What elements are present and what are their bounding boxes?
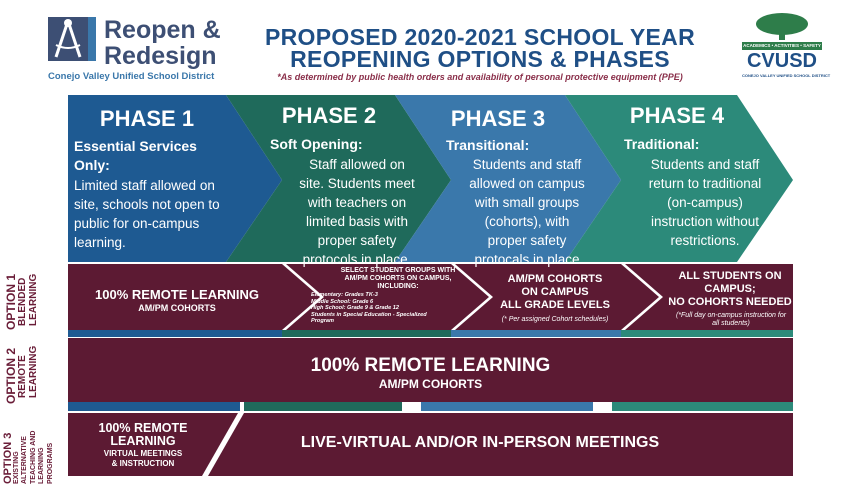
opt1-c4-line: CAMPUS; [704, 283, 756, 295]
opt2-sub: AM/PM COHORTS [378, 377, 483, 391]
logo-line2: Redesign [104, 42, 217, 70]
opt3-c1-sub-line: & INSTRUCTION [111, 459, 175, 468]
phase3-title: PHASE 3 [450, 106, 546, 131]
opt1-c3-line: ON CAMPUS [521, 286, 589, 298]
opt1-c2-item: Students in Special Education - Specialized [311, 311, 427, 318]
opt1-c1-main: 100% REMOTE LEARNING [95, 287, 259, 302]
phase2-line: protocols in place. [302, 252, 412, 267]
opt1-c3-note: (* Per assigned Cohort schedules) [501, 316, 609, 323]
phase4-line: (on-campus) [667, 195, 743, 210]
phase1-sub1: Essential Services [74, 138, 197, 154]
option2-sub1: REMOTE [17, 355, 28, 398]
opt1-c2-item: Program [311, 318, 335, 325]
opt1-c3-line: AM/PM COHORTS [507, 273, 603, 285]
opt3-c1-main [68, 422, 218, 448]
phase1-sub2: Only: [74, 157, 110, 173]
opt3-c2-main: LIVE-VIRTUAL AND/OR IN-PERSON MEETINGS [300, 434, 660, 451]
cvusd-tagline: ACADEMICS • ACTIVITIES • SAFETY [743, 43, 821, 48]
phase1-line: learning. [74, 235, 126, 250]
opt1-c2-head-line: INCLUDING: [377, 283, 419, 290]
opt1-c3-text [480, 273, 630, 312]
opt1-c4-note-line: (*Full day on-campus instruction for [675, 312, 787, 319]
option1-title: OPTION 1 [4, 273, 18, 330]
opt3-c1-sub-line: VIRTUAL MEETINGS [103, 449, 183, 458]
opt1-c2-list [311, 292, 427, 325]
phase4-title: PHASE 4 [629, 103, 725, 128]
option3-sub5: PROGRAMS [46, 442, 54, 484]
phase4-desc [630, 155, 780, 250]
phase2-line: site. Students meet [299, 176, 415, 191]
phase4-sub: Traditional: [624, 136, 700, 152]
phase3-line: protocals in place [474, 252, 580, 267]
phase3-line: (cohorts), with [484, 214, 570, 229]
opt3-c1-line: LEARNING [110, 434, 176, 448]
opt1-c4-note-line: all students) [712, 320, 750, 327]
phase3-line: allowed on campus [469, 176, 585, 191]
option3-label [4, 431, 55, 484]
option1-sub1: BLENDED [17, 277, 28, 326]
option1-label [6, 274, 39, 330]
opt3-c1-line: 100% REMOTE [98, 421, 188, 435]
phase1-title: PHASE 1 [99, 106, 195, 131]
phase1-line: site, schools not open to [74, 197, 220, 212]
opt1-c4-line: ALL STUDENTS ON [678, 270, 782, 282]
phase3-line: Students and staff [472, 157, 582, 172]
phase4-line: instruction without [650, 214, 760, 229]
phase3-line: with small groups [474, 195, 580, 210]
logo-district: Conejo Valley Unified School District [48, 71, 215, 82]
phase1-line: Limited staff allowed on [74, 178, 215, 193]
phase3-desc [452, 155, 602, 269]
phase3-sub: Transitional: [446, 137, 530, 153]
phase2-desc [282, 155, 432, 269]
subtitle: *As determined by public health orders and availability of personal protective equipment (PPE) [277, 72, 683, 82]
opt1-c2-head-line: SELECT STUDENT GROUPS WITH [340, 267, 456, 274]
logo-line1: Reopen & [104, 16, 221, 44]
option2-sub2: LEARNING [28, 345, 39, 398]
phase2-line: limited basis with [305, 214, 409, 229]
phase3-line: proper safety [487, 233, 567, 248]
phase2-sub: Soft Opening: [270, 136, 363, 152]
option2-label [6, 346, 39, 404]
opt1-c3-line: ALL GRADE LEVELS [500, 299, 610, 311]
opt1-c4-line: NO COHORTS NEEDED [668, 296, 792, 308]
option3-sub1: EXISTING [12, 451, 20, 484]
phase4-line: Students and staff [650, 157, 760, 172]
opt1-c2-item: Elementary: Grades TK-3 [311, 292, 378, 298]
option1-sub2: LEARNING [28, 273, 39, 326]
opt1-c2-head-line: AM/PM COHORTS ON CAMPUS, [344, 275, 452, 282]
phase4-line: restrictions. [670, 233, 740, 248]
phase2-title: PHASE 2 [281, 103, 377, 128]
option3-title: OPTION 3 [2, 432, 14, 484]
opt1-c4-note [658, 312, 804, 328]
opt1-c2-head [318, 267, 478, 291]
opt1-c2-item: Middle School: Grade 6 [311, 298, 374, 305]
opt2-main: 100% REMOTE LEARNING [310, 355, 551, 376]
phase2-line: with teachers on [307, 195, 407, 210]
phase4-line: return to traditional [648, 176, 762, 191]
phase2-line: proper safety [317, 233, 397, 248]
phase1-line: public for on-campus [74, 216, 200, 231]
option3-sub2: ALTERNATIVE [21, 436, 28, 484]
option3-sub3: TEACHING AND [29, 430, 37, 484]
phase2-line: Staff allowed on [309, 157, 405, 172]
opt1-c1-sub: AM/PM COHORTS [138, 303, 216, 313]
opt3-c1-sub [68, 449, 218, 469]
title-line2: REOPENING OPTIONS & PHASES [290, 46, 670, 72]
phase1-desc [74, 176, 220, 252]
opt1-c2-item: High School: Grade 9 & Grade 12 [311, 305, 399, 312]
title-line1: PROPOSED 2020-2021 SCHOOL YEAR [265, 24, 695, 50]
option2-title: OPTION 2 [4, 347, 18, 404]
option3-sub4: LEARNING [38, 447, 45, 484]
cvusd-wordmark: CVUSD [746, 50, 817, 72]
cvusd-district: CONEJO VALLEY UNIFIED SCHOOL DISTRICT [742, 73, 831, 78]
opt1-c4-text [660, 270, 800, 309]
